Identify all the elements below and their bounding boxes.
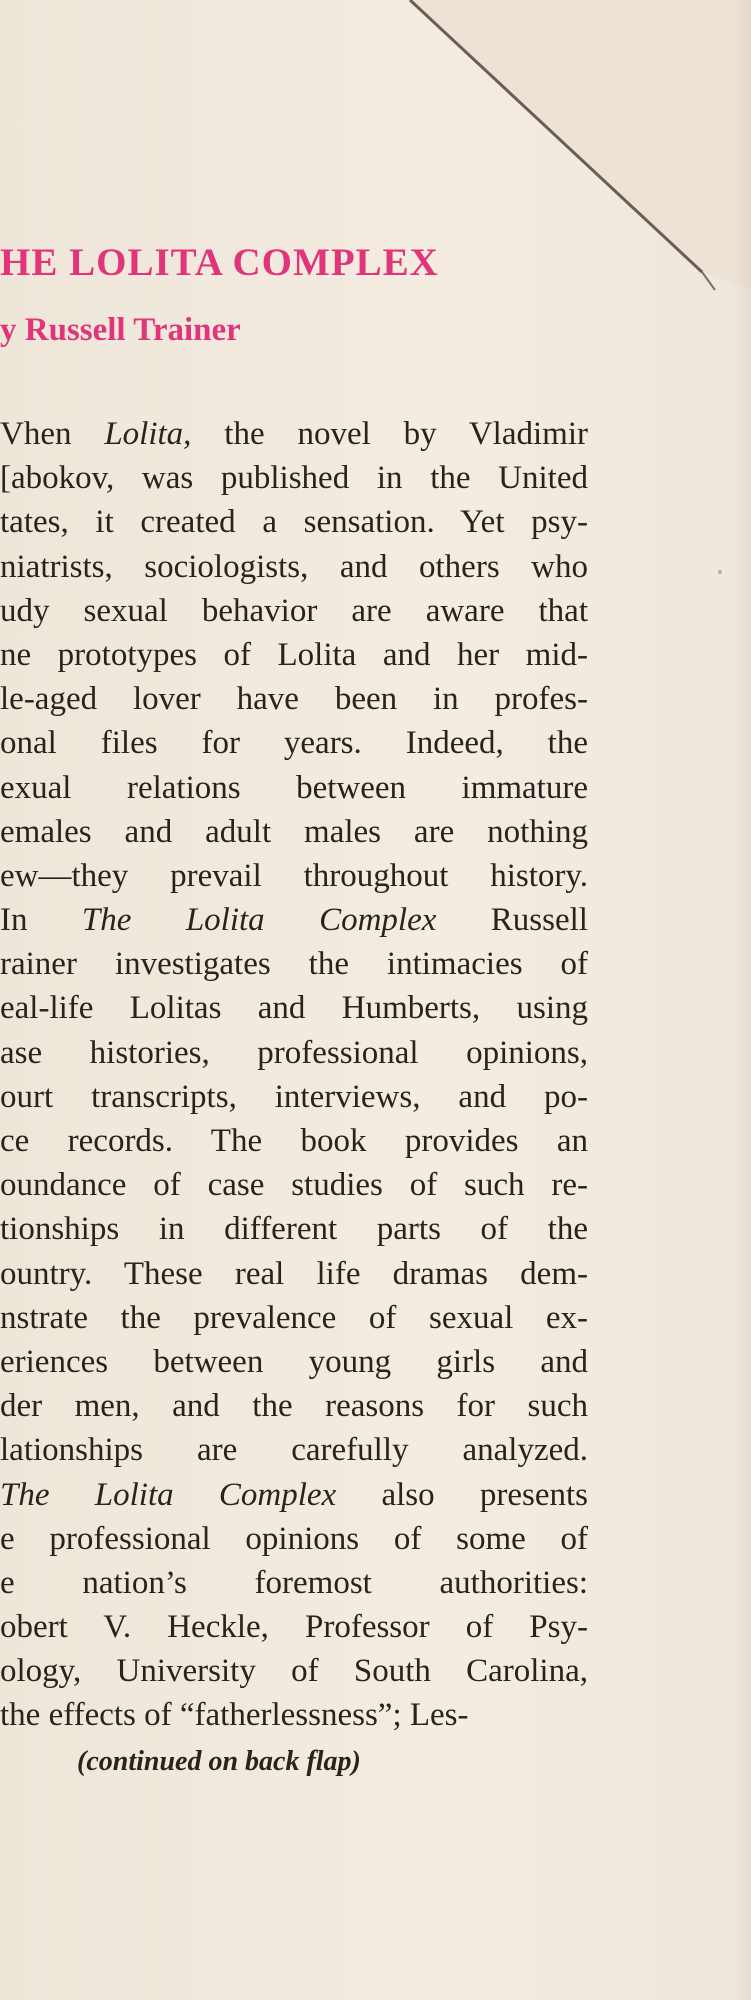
blurb-line	[0, 677, 588, 721]
blurb-text: nstrate the prevalence of sexual ex-	[0, 1299, 588, 1336]
blurb-line	[0, 1031, 588, 1075]
blurb-text: obert V. Heckle, Professor of Psy-	[0, 1609, 588, 1646]
blurb-text: ew—they prevail throughout history.	[0, 857, 588, 894]
blurb-text: ology, University of South Carolina,	[0, 1653, 588, 1690]
folded-corner-overlay	[410, 0, 751, 290]
blurb-text: e professional opinions of some of	[0, 1520, 588, 1557]
author-byline: y Russell Trainer	[0, 312, 241, 348]
blurb-line	[0, 1075, 588, 1119]
blurb-line	[0, 1693, 588, 1737]
blurb-text: ountry. These real life dramas dem-	[0, 1255, 588, 1292]
blurb-line	[0, 1473, 588, 1517]
blurb-line	[0, 766, 588, 810]
blurb-line	[0, 898, 588, 942]
blurb-text: Russell	[436, 902, 588, 939]
blurb-line	[0, 854, 588, 898]
continued-note: (continued on back flap)	[77, 1746, 361, 1777]
book-title: HE LOLITA COMPLEX	[0, 241, 439, 284]
blurb-text: le-aged lover have been in profes-	[0, 681, 588, 718]
book-title-italic: Lolita,	[104, 416, 192, 452]
paper-speck	[718, 570, 722, 574]
blurb-text: In	[0, 902, 82, 939]
blurb-line	[0, 942, 588, 986]
blurb-line	[0, 1119, 588, 1163]
blurb-text: the novel by Vladimir	[191, 416, 588, 452]
book-title-italic: The Lolita Complex	[81, 902, 437, 939]
spine-shadow	[733, 0, 751, 2000]
blurb-line	[0, 1296, 588, 1340]
blurb-line	[0, 986, 588, 1030]
blurb-line	[0, 1340, 588, 1384]
blurb-text: udy sexual behavior are aware that	[0, 592, 588, 629]
blurb-line	[0, 1252, 588, 1296]
jacket-blurb	[0, 412, 588, 1738]
blurb-line	[0, 456, 588, 500]
blurb-line	[0, 1163, 588, 1207]
blurb-line	[0, 1649, 588, 1693]
blurb-line	[0, 1207, 588, 1251]
blurb-line	[0, 589, 588, 633]
blurb-line	[0, 1517, 588, 1561]
blurb-line	[0, 545, 588, 589]
blurb-text: der men, and the reasons for such	[0, 1388, 588, 1425]
blurb-text: lationships are carefully analyzed.	[0, 1432, 588, 1469]
blurb-text: also presents	[336, 1476, 588, 1513]
blurb-text: tionships in different parts of the	[0, 1211, 588, 1248]
blurb-text: eal-life Lolitas and Humberts, using	[0, 990, 588, 1027]
blurb-line	[0, 1384, 588, 1428]
blurb-text: oundance of case studies of such re-	[0, 1167, 588, 1204]
blurb-text: ourt transcripts, interviews, and po-	[0, 1078, 588, 1115]
blurb-text: [abokov, was published in the United	[0, 460, 588, 497]
blurb-text: eriences between young girls and	[0, 1343, 588, 1380]
blurb-text: ase histories, professional opinions,	[0, 1034, 588, 1071]
blurb-line	[0, 633, 588, 677]
blurb-line	[0, 810, 588, 854]
blurb-text: ne prototypes of Lolita and her mid-	[0, 636, 588, 673]
blurb-text: onal files for years. Indeed, the	[0, 725, 588, 762]
blurb-text: exual relations between immature	[0, 769, 588, 806]
blurb-text: niatrists, sociologists, and others who	[0, 548, 588, 585]
blurb-text: ce records. The book provides an	[0, 1123, 588, 1159]
blurb-text: emales and adult males are nothing	[0, 813, 588, 850]
book-title-italic: The Lolita Complex	[0, 1476, 337, 1513]
blurb-text: tates, it created a sensation. Yet psy-	[0, 504, 588, 541]
blurb-line	[0, 1428, 588, 1472]
blurb-line	[0, 412, 588, 456]
blurb-text: the effects of “fatherlessness”; Les-	[0, 1697, 469, 1734]
blurb-line	[0, 721, 588, 765]
blurb-text: Vhen	[0, 416, 105, 452]
blurb-line	[0, 1605, 588, 1649]
blurb-text: e nation’s foremost authorities:	[0, 1564, 588, 1601]
blurb-text: rainer investigates the intimacies of	[0, 946, 588, 983]
blurb-line	[0, 1561, 588, 1605]
blurb-line	[0, 500, 588, 544]
